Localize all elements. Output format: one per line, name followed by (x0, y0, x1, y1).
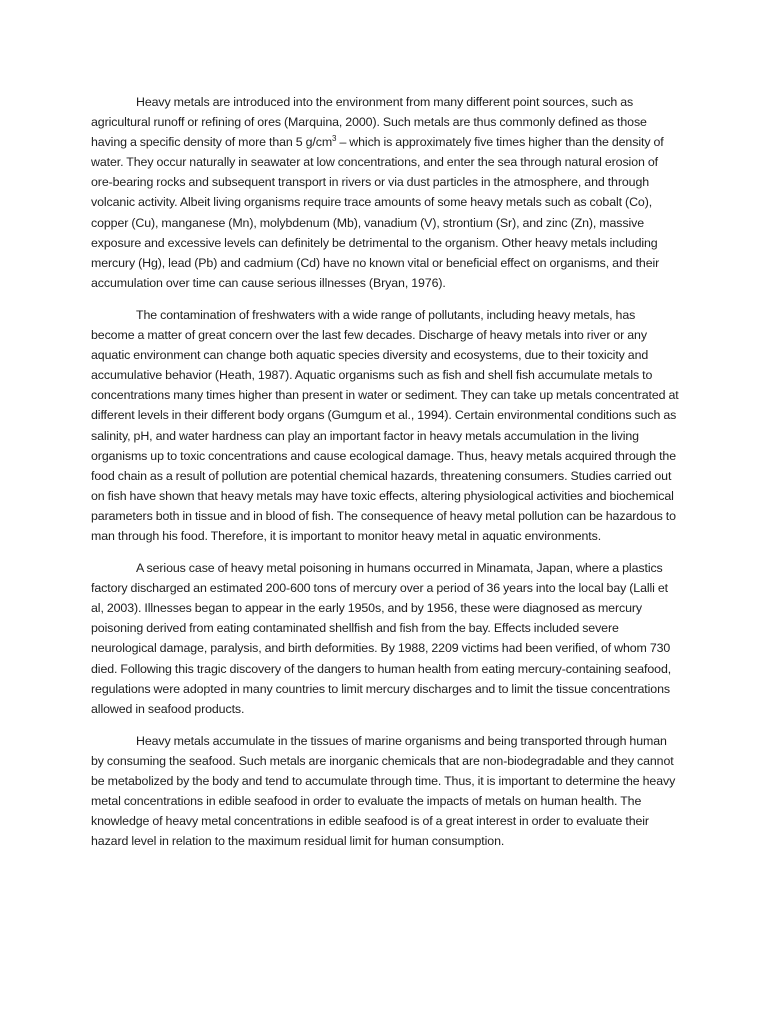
paragraph-1 (91, 92, 681, 293)
paragraph-2: The contamination of freshwaters with a wide range of pollutants, including heavy metals, has become a matter of great concern over the last few decades. Discharge of heavy metals into river or any aquatic environment can change both aquatic species diversity and ecosystems, due to their toxicity and accumulative behavior (Heath, 1987). Aquatic organisms such as fish and shell fish accumulate metals to concentrations many times higher than present in water or sediment. They can take up metals concentrated at different levels in their different body organs (Gumgum et al., 1994). Certain environmental conditions such as salinity, pH, and water hardness can play an important factor in heavy metals accumulation in the living organisms up to toxic concentrations and cause ecological damage. Thus, heavy metals acquired through the food chain as a result of pollution are potential chemical hazards, threatening consumers. Studies carried out on fish have shown that heavy metals may have toxic effects, altering physiological activities and biochemical parameters both in tissue and in blood of fish. The consequence of heavy metal pollution can be hazardous to man through his food. Therefore, it is important to monitor heavy metal in aquatic environments. (91, 307, 679, 543)
paragraph-3: A serious case of heavy metal poisoning in humans occurred in Minamata, Japan, where a plastics factory discharged an estimated 200-600 tons of mercury over a period of 36 years into the local bay (Lalli et al, 2003). Illnesses began to appear in the early 1950s, and by 1956, these were diagnosed as mercury poisoning derived from eating contaminated shellfish and fish from the bay. Effects included severe neurological damage, paralysis, and birth deformities. By 1988, 2209 victims had been verified, of whom 730 died. Following this tragic discovery of the dangers to human health from eating mercury-containing seafood, regulations were adopted in many countries to limit mercury discharges and to limit the tissue concentrations allowed in seafood products. (91, 561, 672, 716)
paragraph-1-text-start: Heavy metals are introduced into the environment from many different point sources, such as agricultural runoff or refining of ores (Marquina, 2000). Such metals are thus commonly defined as those having a specific density of more than 5 g/cm (91, 95, 647, 150)
cubic-superscript: 3 (332, 134, 337, 144)
document-body (91, 92, 681, 863)
paragraph-4: Heavy metals accumulate in the tissues of marine organisms and being transported through human by consuming the seafood. Such metals are inorganic chemicals that are non-biodegradable and they cannot be metabolized by the body and tend to accumulate through time. Thus, it is important to determine the heavy metal concentrations in edible seafood in order to evaluate the impacts of metals on human health. The knowledge of heavy metal concentrations in edible seafood is of a great interest in order to evaluate their hazard level in relation to the maximum residual limit for human consumption. (91, 733, 676, 849)
paragraph-1-text-end: – which is approximately five times higher than the density of water. They occur naturally in seawater at low concentrations, and enter the sea through natural erosion of ore-bearing rocks and subsequent transport in rivers or via dust particles in the atmosphere, and through volcanic activity. Albeit living organisms require trace amounts of some heavy metals such as cobalt (Co), copper (Cu), manganese (Mn), molybdenum (Mb), vanadium (V), strontium (Sr), and zinc (Zn), massive exposure and excessive levels can definitely be detrimental to the organism. Other heavy metals including mercury (Hg), lead (Pb) and cadmium (Cd) have no known vital or beneficial effect on organisms, and their accumulation over time can cause serious illnesses (Bryan, 1976). (91, 135, 664, 290)
